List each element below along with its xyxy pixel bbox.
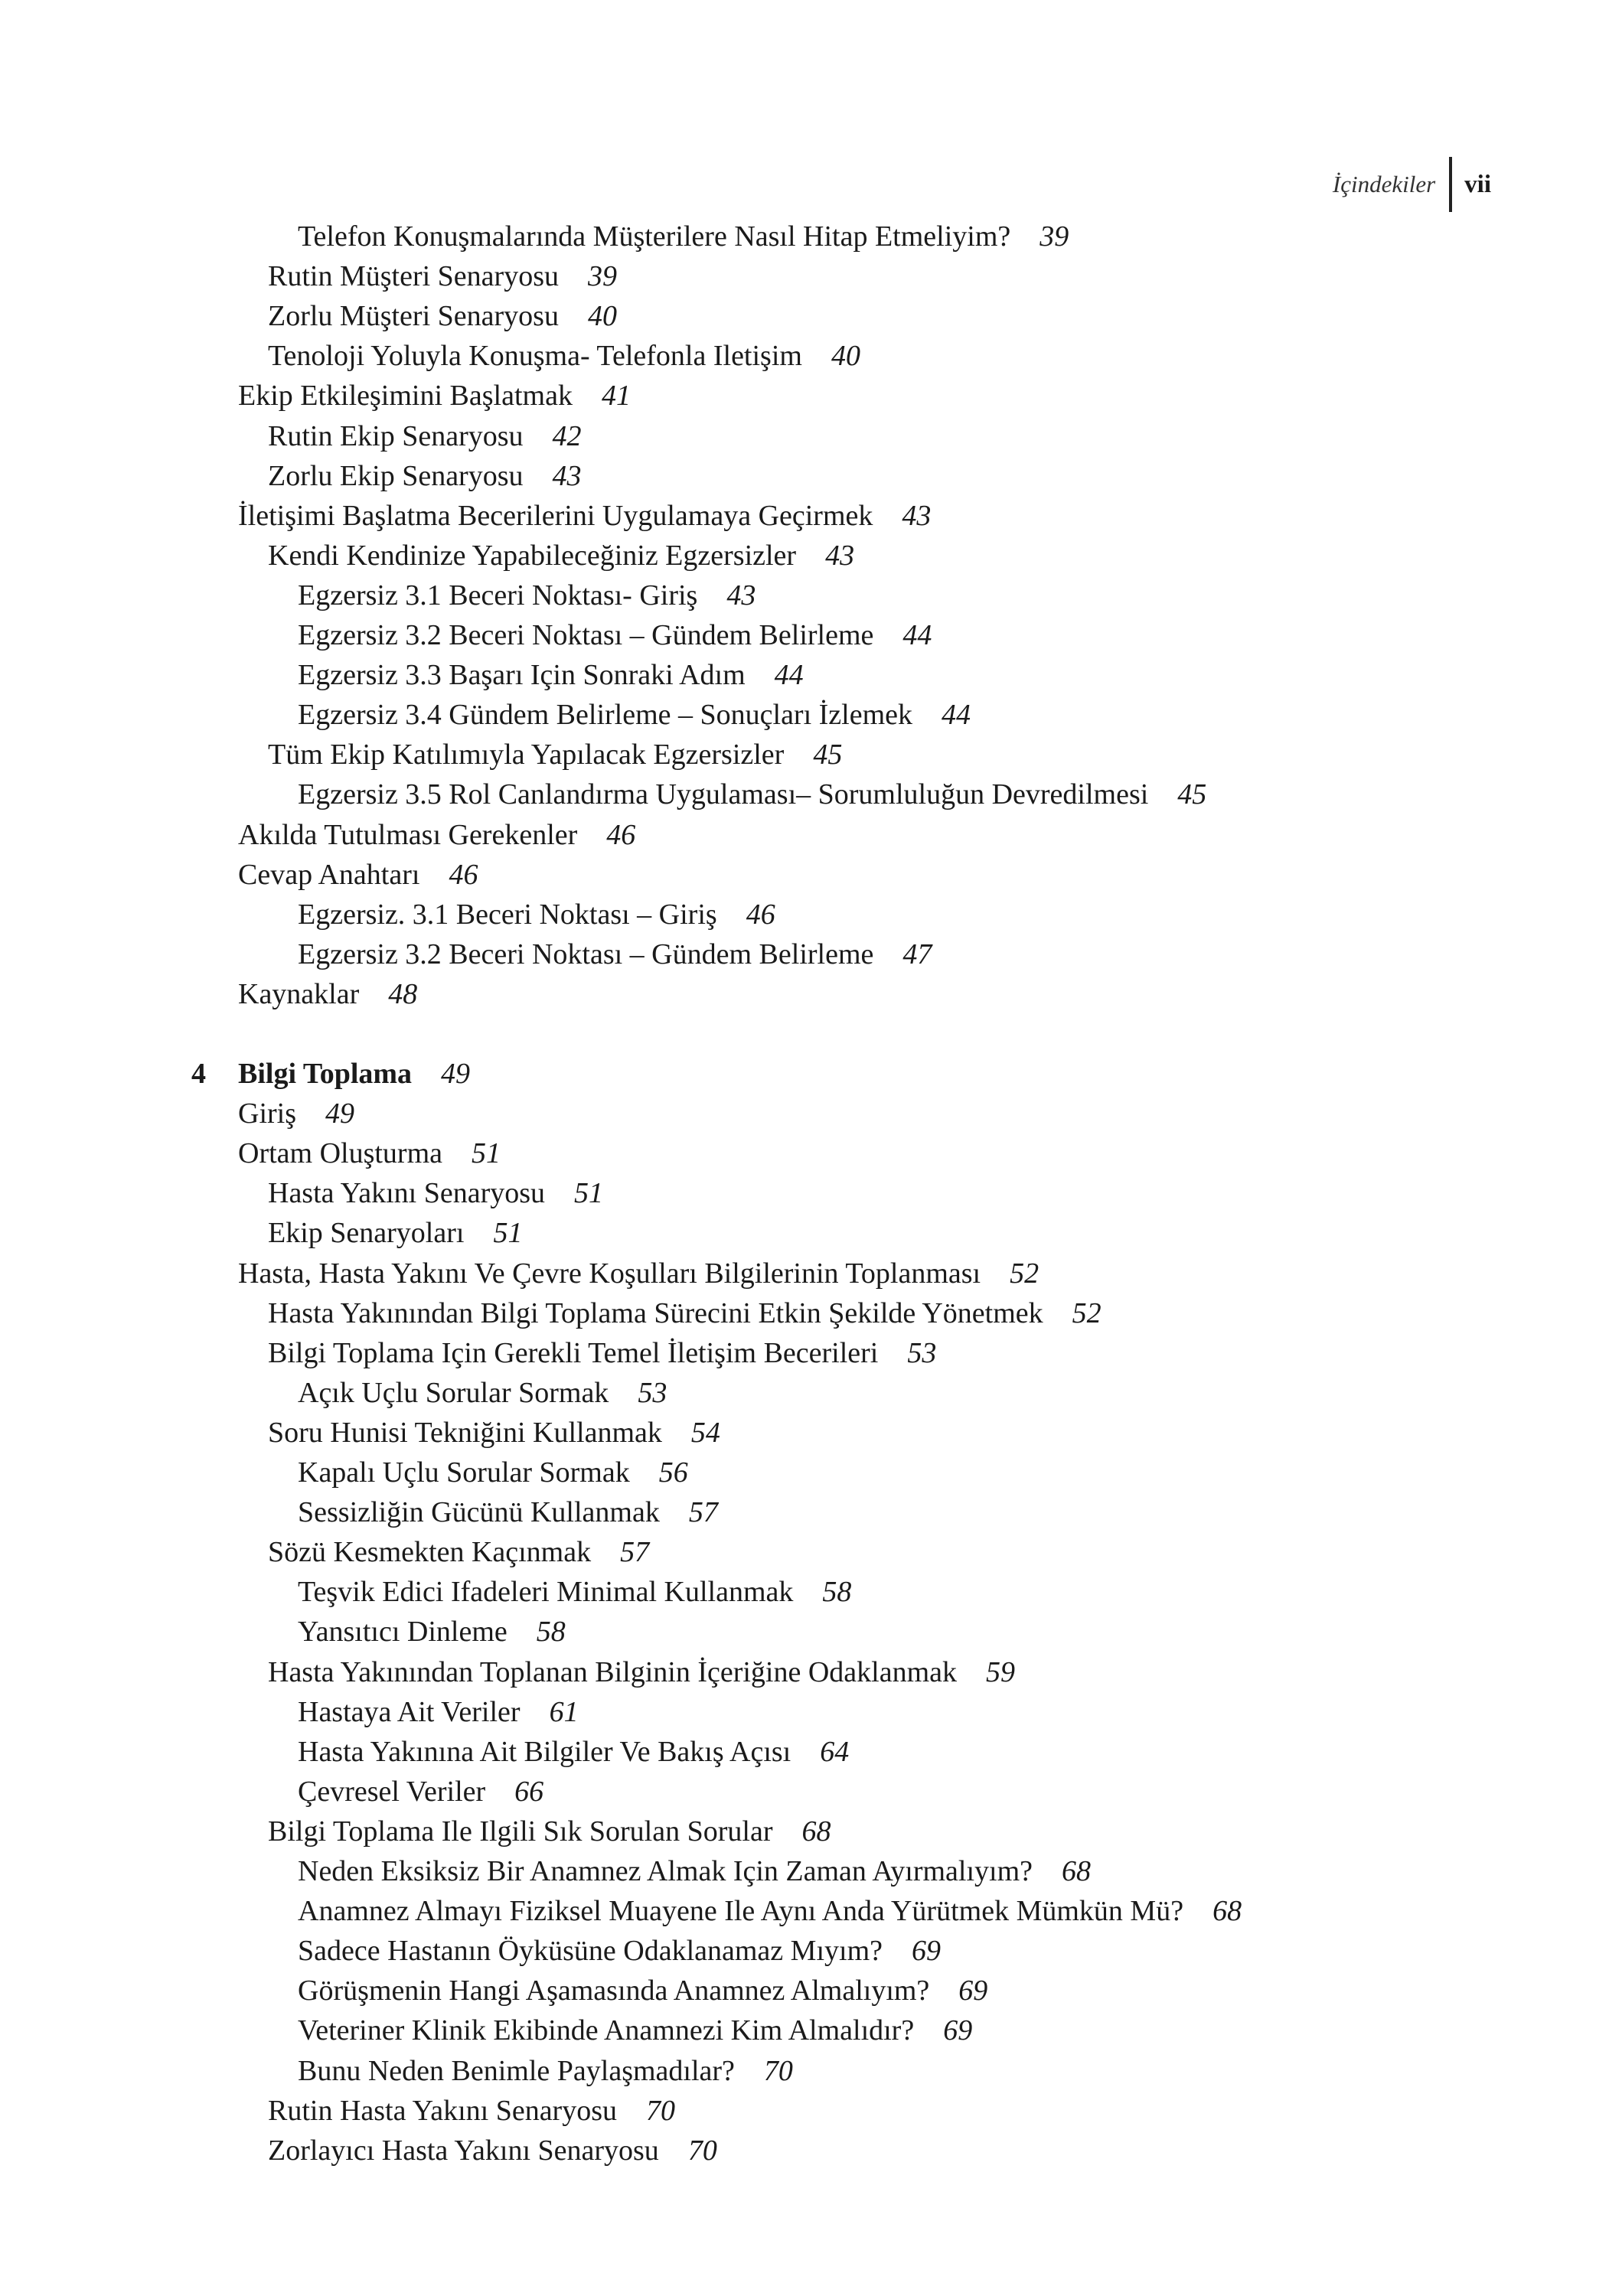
toc-entry-page: 49 [325, 1097, 354, 1130]
toc-entry-title: Egzersiz 3.5 Rol Canlandırma Uygulaması– Sorumluluğun Devredilmesi [298, 778, 1149, 811]
toc-entry-title: Tüm Ekip Katılımıyla Yapılacak Egzersizler [268, 739, 785, 771]
toc-entry-title: Anamnez Almayı Fiziksel Muayene Ile Aynı Anda Yürütmek Mümkün Mü? [298, 1895, 1184, 1928]
toc-entry-page: 43 [825, 539, 855, 572]
toc-entry-page: 57 [620, 1536, 650, 1569]
toc-entry[interactable] [0, 858, 478, 892]
toc-entry[interactable] [0, 938, 932, 971]
toc-entry-title: Bilgi Toplama Ile Ilgili Sık Sorulan Sorular [268, 1815, 773, 1848]
toc-entry[interactable] [0, 1336, 936, 1370]
toc-entry-title: Bilgi Toplama Için Gerekli Temel İletişim Becerileri [268, 1336, 879, 1369]
toc-entry[interactable] [0, 1815, 831, 1848]
toc-entry-page: 46 [606, 818, 636, 851]
toc-entry[interactable] [0, 1854, 1091, 1888]
toc-entry-page: 57 [688, 1496, 718, 1529]
toc-entry[interactable] [0, 419, 582, 453]
toc-entry-title: Telefon Konuşmalarında Müşterilere Nasıl Hitap Etmeliyim? [298, 220, 1011, 253]
toc-entry[interactable] [0, 1216, 522, 1250]
toc-entry-title: Yansıtıcı Dinleme [298, 1616, 508, 1649]
toc-entry[interactable] [0, 1097, 354, 1130]
toc-entry-page: 40 [831, 340, 860, 373]
toc-entry-page: 54 [690, 1416, 720, 1449]
toc-entry[interactable] [0, 2094, 675, 2128]
toc-entry[interactable] [0, 977, 417, 1011]
toc-entry[interactable] [0, 220, 1069, 253]
toc-entry[interactable] [0, 2014, 972, 2047]
toc-entry-title: Rutin Müşteri Senaryosu [268, 260, 559, 293]
toc-entry-page: 70 [763, 2054, 793, 2087]
chapter-heading[interactable] [0, 1057, 470, 1091]
toc-entry-title: Ekip Etkileşimini Başlatmak [238, 380, 573, 413]
chapter-number: 4 [191, 1058, 206, 1090]
toc-entry-page: 43 [552, 459, 582, 492]
toc-entry-page: 69 [958, 1975, 988, 2007]
toc-entry[interactable] [0, 1575, 851, 1609]
toc-entry-title: Hasta Yakını Senaryosu [268, 1177, 546, 1210]
toc-entry[interactable] [0, 1376, 667, 1410]
toc-entry-page: 45 [813, 739, 843, 771]
toc-entry[interactable] [0, 379, 631, 413]
toc-entry[interactable] [0, 459, 582, 493]
toc-entry-title: Zorlu Ekip Senaryosu [268, 459, 524, 492]
toc-entry-page: 44 [942, 699, 971, 732]
running-head-title: İçindekiler [1332, 171, 1436, 197]
toc-entry[interactable] [0, 2134, 717, 2167]
toc-entry-page: 43 [902, 499, 932, 532]
toc-entry-page: 56 [658, 1456, 688, 1489]
toc-entry-title: Görüşmenin Hangi Aşamasında Anamnez Almalıyım? [298, 1975, 930, 2007]
toc-entry[interactable] [0, 1894, 1242, 1928]
toc-entry-title: Egzersiz. 3.1 Beceri Noktası – Giriş [298, 898, 717, 931]
toc-entry-title: Veteriner Klinik Ekibinde Anamnezi Kim Almalıdır? [298, 2014, 915, 2047]
toc-entry-page: 46 [449, 858, 478, 891]
toc-entry[interactable] [0, 1615, 566, 1649]
toc-entry[interactable] [0, 1495, 718, 1529]
toc-entry-page: 51 [472, 1137, 501, 1170]
toc-entry-title: Hasta Yakınına Ait Bilgiler Ve Bakış Açısı [298, 1735, 791, 1768]
toc-entry-page: 51 [574, 1177, 604, 1210]
toc-entry-title: Zorlayıcı Hasta Yakını Senaryosu [268, 2134, 659, 2167]
toc-entry[interactable] [0, 339, 860, 373]
toc-entry-page: 59 [986, 1655, 1016, 1688]
toc-entry[interactable] [0, 778, 1206, 811]
toc-entry[interactable] [0, 539, 854, 572]
toc-entry-page: 49 [441, 1058, 471, 1090]
toc-entry-title: Teşvik Edici Ifadeleri Minimal Kullanmak [298, 1576, 794, 1609]
toc-entry-title: Kaynaklar [238, 977, 360, 1010]
toc-entry[interactable] [0, 658, 804, 692]
toc-entry-page: 46 [746, 898, 775, 931]
toc-entry[interactable] [0, 818, 635, 852]
toc-entry-page: 52 [1010, 1257, 1039, 1290]
toc-entry[interactable] [0, 1456, 688, 1489]
toc-entry[interactable] [0, 1257, 1039, 1290]
toc-entry-title: Egzersiz 3.3 Başarı Için Sonraki Adım [298, 659, 746, 692]
toc-entry-page: 44 [902, 619, 932, 651]
toc-entry[interactable] [0, 1695, 579, 1729]
toc-entry[interactable] [0, 738, 842, 771]
toc-entry-page: 39 [587, 260, 617, 293]
toc-entry[interactable] [0, 1296, 1101, 1330]
toc-entry-page: 53 [638, 1376, 667, 1409]
toc-entry[interactable] [0, 1775, 543, 1808]
toc-entry-title: Cevap Anahtarı [238, 858, 420, 891]
toc-entry-title: Neden Eksiksiz Bir Anamnez Almak Için Zaman Ayırmalıyım? [298, 1855, 1033, 1887]
toc-entry[interactable] [0, 1934, 941, 1968]
toc-entry[interactable] [0, 2054, 793, 2088]
toc-entry[interactable] [0, 1974, 987, 2007]
toc-entry-title: Hasta, Hasta Yakını Ve Çevre Koşulları Bilgilerinin Toplanması [238, 1257, 981, 1290]
toc-entry[interactable] [0, 1655, 1015, 1689]
toc-entry-page: 48 [388, 977, 418, 1010]
toc-entry-page: 58 [536, 1616, 566, 1649]
page-number: vii [1464, 170, 1491, 198]
toc-entry-title: Tenoloji Yoluyla Konuşma- Telefonla Iletişim [268, 340, 802, 373]
toc-entry-title: Bunu Neden Benimle Paylaşmadılar? [298, 2054, 735, 2087]
toc-entry-title: Giriş [238, 1097, 296, 1130]
toc-entry-page: 43 [726, 579, 756, 612]
toc-entry-title: Kapalı Uçlu Sorular Sormak [298, 1456, 630, 1489]
toc-entry-page: 70 [687, 2134, 717, 2167]
toc-entry-title: Egzersiz 3.2 Beceri Noktası – Gündem Belirleme [298, 938, 874, 970]
toc-entry[interactable] [0, 299, 617, 333]
toc-entry[interactable] [0, 1535, 649, 1569]
toc-entry-page: 69 [943, 2014, 973, 2047]
toc-entry[interactable] [0, 1416, 720, 1450]
toc-entry-page: 42 [552, 419, 582, 452]
toc-entry[interactable] [0, 898, 775, 931]
toc-entry-title: Egzersiz 3.1 Beceri Noktası- Giriş [298, 579, 698, 612]
toc-entry-title: Hasta Yakınından Toplanan Bilginin İçeriğine Odaklanmak [268, 1655, 958, 1688]
toc-entry-page: 70 [646, 2094, 675, 2127]
toc-entry-page: 61 [549, 1695, 579, 1728]
toc-entry-title: Ekip Senaryoları [268, 1217, 465, 1250]
toc-entry-title: Akılda Tutulması Gerekenler [238, 818, 578, 851]
toc-entry[interactable] [0, 579, 756, 612]
toc-entry-title: Soru Hunisi Tekniğini Kullanmak [268, 1416, 662, 1449]
toc-entry-page: 53 [907, 1336, 937, 1369]
toc-entry-page: 51 [493, 1217, 523, 1250]
toc-entry-title: İletişimi Başlatma Becerilerini Uygulamaya Geçirmek [238, 499, 873, 532]
toc-entry-title: Açık Uçlu Sorular Sormak [298, 1376, 609, 1409]
toc-entry-page: 44 [774, 659, 804, 692]
toc-entry-page: 39 [1039, 220, 1069, 253]
toc-entry[interactable] [0, 1176, 603, 1210]
toc-entry-title: Sessizliğin Gücünü Kullanmak [298, 1496, 660, 1529]
toc-entry[interactable] [0, 1137, 501, 1170]
toc-entry[interactable] [0, 499, 931, 533]
toc-entry-title: Hastaya Ait Veriler [298, 1695, 521, 1728]
toc-entry-page: 68 [1212, 1895, 1242, 1928]
toc-entry-title: Kendi Kendinize Yapabileceğiniz Egzersizler [268, 539, 797, 572]
toc-entry[interactable] [0, 259, 617, 293]
toc-entry-page: 41 [601, 380, 631, 413]
toc-entry-title: Rutin Ekip Senaryosu [268, 419, 524, 452]
toc-entry-title: Sözü Kesmekten Kaçınmak [268, 1536, 592, 1569]
toc-entry-title: Zorlu Müşteri Senaryosu [268, 300, 559, 333]
toc-entry-page: 68 [1062, 1855, 1092, 1887]
toc-entry-title: Hasta Yakınından Bilgi Toplama Sürecini Etkin Şekilde Yönetmek [268, 1296, 1043, 1329]
toc-entry-title: Bilgi Toplama [238, 1058, 413, 1090]
toc-entry-title: Rutin Hasta Yakını Senaryosu [268, 2094, 617, 2127]
toc-entry-title: Egzersiz 3.2 Beceri Noktası – Gündem Belirleme [298, 619, 874, 651]
toc-entry[interactable] [0, 618, 932, 652]
toc-entry-page: 45 [1177, 778, 1207, 811]
toc-entry-page: 69 [912, 1935, 941, 1968]
running-head [1333, 157, 1491, 212]
toc-entry[interactable] [0, 1735, 849, 1769]
toc-entry-page: 58 [822, 1576, 852, 1609]
toc-entry-title: Egzersiz 3.4 Gündem Belirleme – Sonuçları İzlemek [298, 699, 913, 732]
toc-entry-title: Ortam Oluşturma [238, 1137, 443, 1170]
toc-entry[interactable] [0, 698, 971, 732]
toc-entry-title: Sadece Hastanın Öyküsüne Odaklanamaz Mıyım? [298, 1935, 883, 1968]
toc-entry-title: Çevresel Veriler [298, 1775, 486, 1808]
toc-entry-page: 66 [514, 1775, 544, 1808]
toc-entry-page: 47 [902, 938, 932, 970]
toc-entry-page: 68 [801, 1815, 831, 1848]
toc-entry-page: 64 [820, 1735, 850, 1768]
toc-entry-page: 40 [587, 300, 617, 333]
toc-entry-page: 52 [1072, 1296, 1101, 1329]
